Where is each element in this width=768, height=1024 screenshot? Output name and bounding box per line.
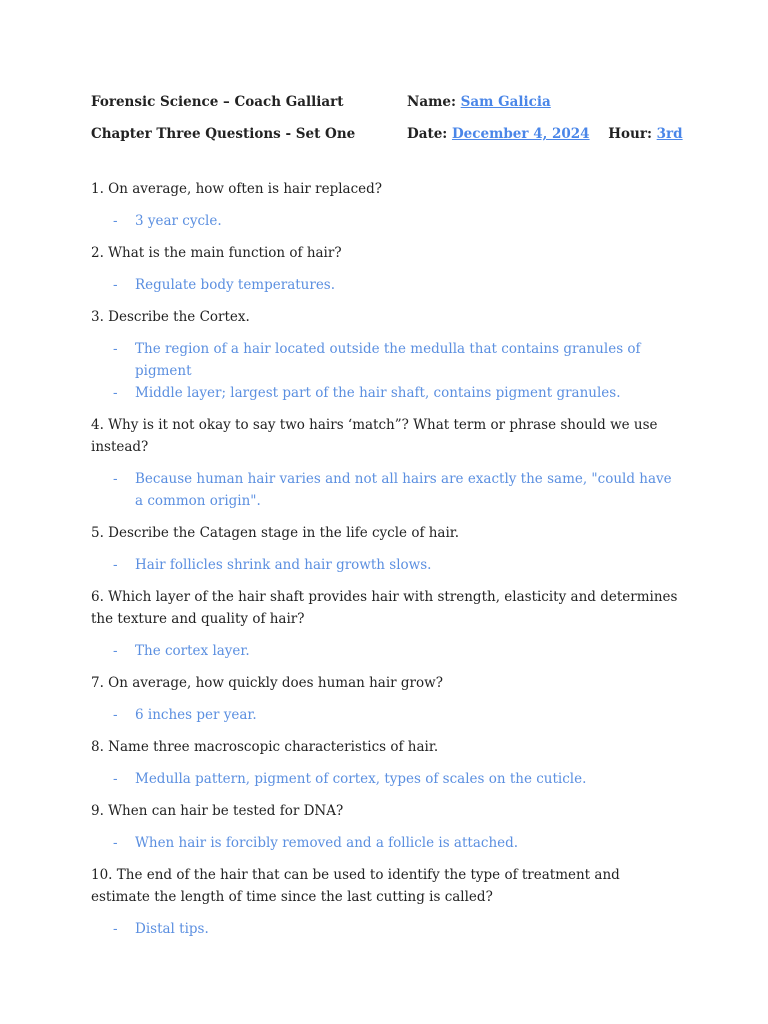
answer-item (91, 382, 681, 404)
answer-list (91, 918, 681, 940)
hour-label: Hour: (608, 126, 652, 142)
answer-text: The cortex layer. (135, 643, 250, 659)
dash-bullet: - (113, 341, 118, 357)
hour-field (608, 126, 682, 142)
question-text: 10. The end of the hair that can be used to identify the type of treatment and estimate the length of time since the last cutting is called? (91, 867, 620, 905)
answer-item (91, 640, 681, 662)
question-text: 5. Describe the Catagen stage in the life cycle of hair. (91, 525, 460, 541)
answer-list (91, 468, 681, 512)
name-value-link[interactable]: Sam Galicia (460, 94, 551, 110)
answer-list (91, 210, 681, 232)
answer-list (91, 768, 681, 790)
answer-text: Hair follicles shrink and hair growth slows. (135, 557, 432, 573)
answer-item (91, 768, 681, 790)
dash-bullet: - (113, 471, 118, 487)
question-text: 1. On average, how often is hair replaced? (91, 181, 383, 197)
date-value-link[interactable]: December 4, 2024 (451, 126, 590, 142)
answer-text: Regulate body temperatures. (135, 277, 336, 293)
dash-bullet: - (113, 557, 118, 573)
answer-item (91, 832, 681, 854)
hour-value-link[interactable]: 3rd (656, 126, 683, 142)
dash-bullet: - (113, 213, 118, 229)
answer-text: When hair is forcibly removed and a follicle is attached. (135, 835, 519, 851)
answer-list (91, 554, 681, 576)
dash-bullet: - (113, 277, 118, 293)
question-text: 6. Which layer of the hair shaft provides hair with strength, elasticity and determines the texture and quality of hair? (91, 589, 678, 627)
answer-list (91, 338, 681, 404)
answer-list (91, 640, 681, 662)
answer-text: Distal tips. (135, 921, 209, 937)
answer-item (91, 704, 681, 726)
answer-item (91, 554, 681, 576)
answer-text: 6 inches per year. (135, 707, 257, 723)
course-title: Forensic Science – Coach Galliart (91, 94, 344, 110)
answer-item (91, 468, 681, 512)
answer-item (91, 274, 681, 296)
dash-bullet: - (113, 921, 118, 937)
answer-list (91, 274, 681, 296)
question-text: 2. What is the main function of hair? (91, 245, 342, 261)
name-field (407, 94, 551, 110)
answer-item (91, 210, 681, 232)
question-text: 7. On average, how quickly does human hair grow? (91, 675, 443, 691)
answer-text: 3 year cycle. (135, 213, 222, 229)
answer-list (91, 704, 681, 726)
question-text: 4. Why is it not okay to say two hairs ‘match”? What term or phrase should we use instead? (91, 417, 658, 455)
answer-list (91, 832, 681, 854)
question-text: 3. Describe the Cortex. (91, 309, 250, 325)
question-text: 9. When can hair be tested for DNA? (91, 803, 344, 819)
date-label: Date: (407, 126, 448, 142)
answer-text: Middle layer; largest part of the hair shaft, contains pigment granules. (135, 385, 621, 401)
answer-text: Because human hair varies and not all hairs are exactly the same, "could have a common origin". (135, 471, 672, 509)
set-title: Chapter Three Questions - Set One (91, 126, 356, 142)
dash-bullet: - (113, 707, 118, 723)
name-label: Name: (407, 94, 456, 110)
dash-bullet: - (113, 835, 118, 851)
answer-text: The region of a hair located outside the medulla that contains granules of pigment (135, 341, 641, 379)
date-hour-field (407, 126, 683, 142)
dash-bullet: - (113, 643, 118, 659)
dash-bullet: - (113, 385, 118, 401)
answer-item (91, 918, 681, 940)
question-text: 8. Name three macroscopic characteristics of hair. (91, 739, 439, 755)
dash-bullet: - (113, 771, 118, 787)
answer-item (91, 338, 681, 382)
question-list (91, 178, 681, 950)
answer-text: Medulla pattern, pigment of cortex, types of scales on the cuticle. (135, 771, 587, 787)
